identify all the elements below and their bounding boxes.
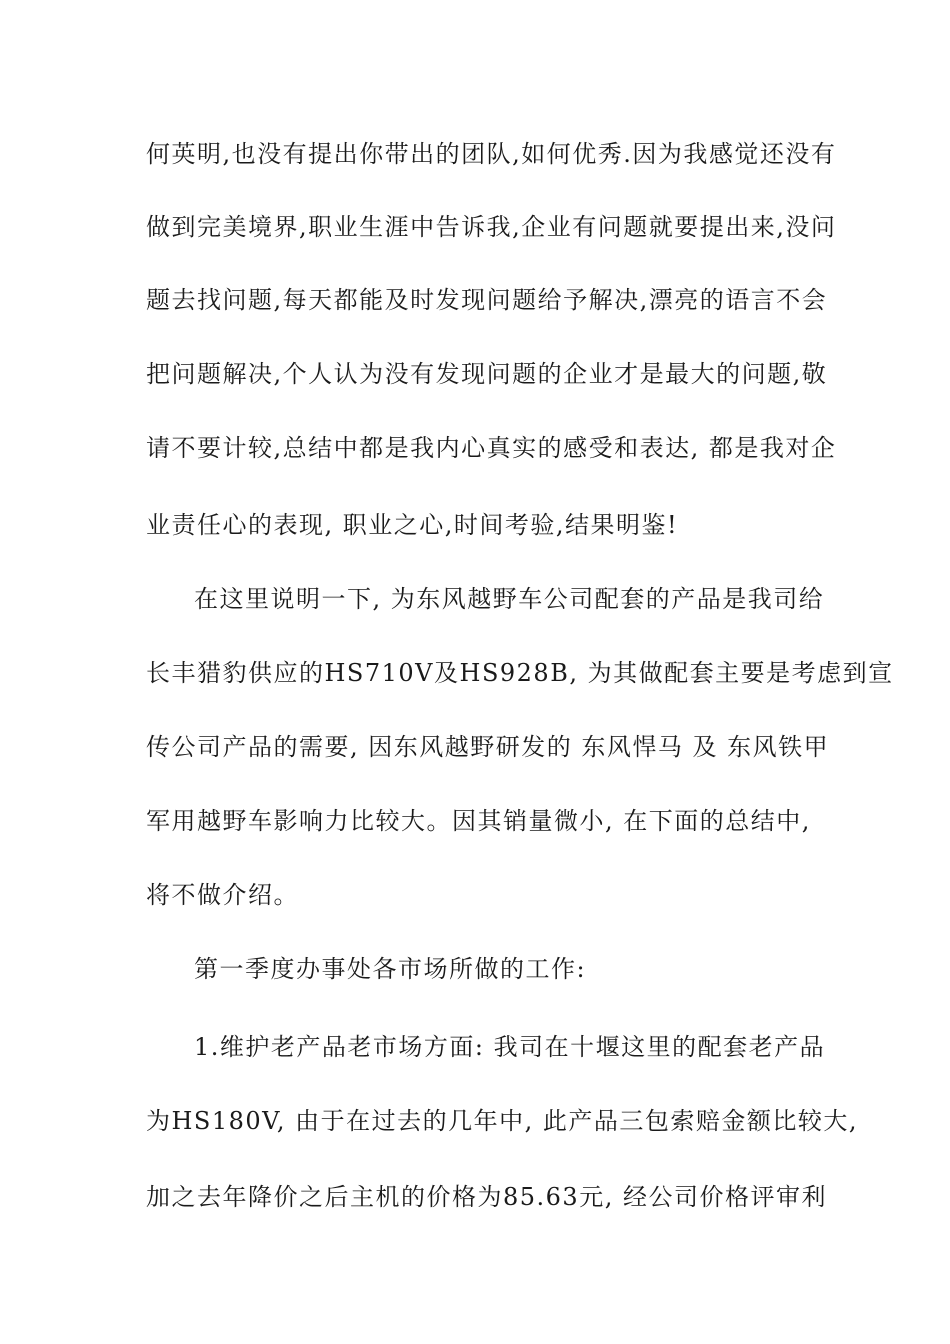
text-line: 长丰猎豹供应的HS710V及HS928B, 为其做配套主要是考虑到宣 [146, 659, 894, 687]
text-line: 军用越野车影响力比较大。因其销量微小, 在下面的总结中, [146, 807, 811, 835]
text-line: 为HS180V, 由于在过去的几年中, 此产品三包索赔金额比较大, [146, 1107, 858, 1135]
text-line: 加之去年降价之后主机的价格为85.63元, 经公司价格评审利 [146, 1183, 827, 1211]
text-line: 请不要计较,总结中都是我内心真实的感受和表达, 都是我对企 [146, 434, 837, 462]
text-line: 何英明,也没有提出你带出的团队,如何优秀.因为我感觉还没有 [146, 140, 837, 168]
section-heading: 第一季度办事处各市场所做的工作: [194, 955, 587, 983]
text-line: 把问题解决,个人认为没有发现问题的企业才是最大的问题,敬 [146, 360, 828, 388]
text-line: 将不做介绍。 [146, 881, 299, 909]
text-line: 业责任心的表现, 职业之心,时间考验,结果明鉴! [146, 511, 679, 539]
text-line: 传公司产品的需要, 因东风越野研发的 东风悍马 及 东风铁甲 [146, 733, 830, 761]
list-item-first-line: 1.维护老产品老市场方面: 我司在十堰这里的配套老产品 [194, 1033, 826, 1061]
text-line: 做到完美境界,职业生涯中告诉我,企业有问题就要提出来,没问 [146, 213, 837, 241]
paragraph-first-line: 在这里说明一下, 为东风越野车公司配套的产品是我司给 [194, 585, 825, 613]
text-line: 题去找问题,每天都能及时发现问题给予解决,漂亮的语言不会 [146, 286, 828, 314]
